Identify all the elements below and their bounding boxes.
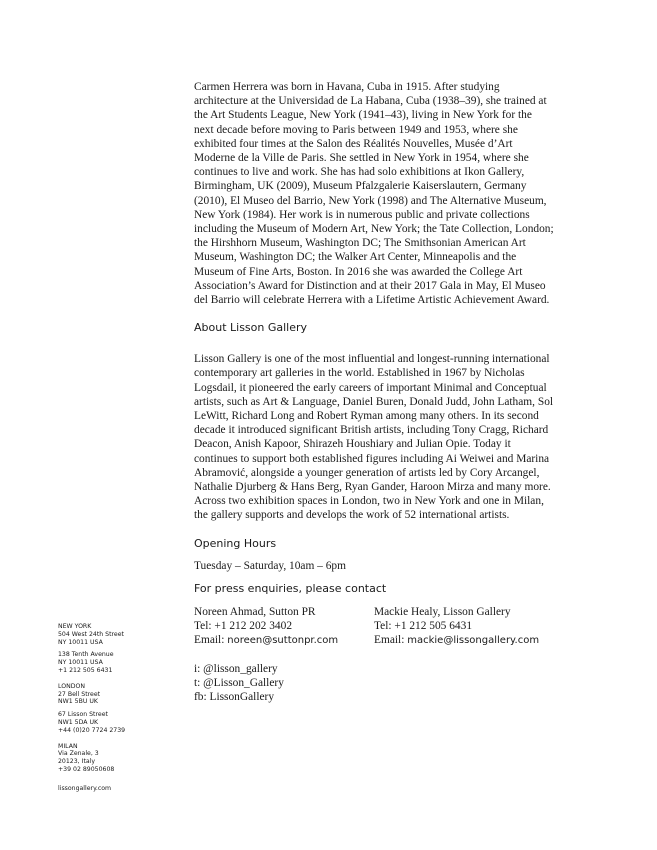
about-heading: About Lisson Gallery: [194, 321, 308, 335]
contact-phone: Tel: +1 212 202 3402: [194, 620, 293, 633]
address-line: 20123, Italy: [58, 758, 96, 766]
contact-email-link[interactable]: noreen@suttonpr.com: [227, 635, 339, 647]
address-line: NW1 5BU UK: [58, 698, 98, 706]
office-phone: +39 02 89050608: [58, 765, 115, 773]
press-contacts: [194, 605, 554, 649]
press-heading: For press enquiries, please contact: [194, 581, 387, 595]
address-line: 67 Lisson Street: [58, 711, 108, 719]
instagram-handle[interactable]: i: @lisson_gallery: [194, 662, 278, 675]
opening-hours-text: Tuesday – Saturday, 10am – 6pm: [194, 559, 346, 572]
contact-name: Noreen Ahmad, Sutton PR: [194, 605, 316, 618]
contact-email-row: [194, 633, 374, 648]
press-release-body: [194, 80, 554, 704]
address-line: NY 10011 USA: [58, 659, 103, 667]
email-label: Email:: [194, 634, 225, 647]
address-line: 138 Tenth Avenue: [58, 651, 114, 659]
contact-email-link[interactable]: mackie@lissongallery.com: [407, 635, 540, 647]
office-title: NEW YORK: [58, 623, 92, 630]
office-new-york: [58, 623, 178, 675]
address-line: NY 10011 USA: [58, 638, 103, 646]
opening-hours-heading: Opening Hours: [194, 536, 277, 550]
office-phone: +44 (0)20 7724 2739: [58, 726, 126, 734]
address-line: Via Zenale, 3: [58, 750, 99, 758]
footer-addresses: [58, 623, 178, 793]
office-phone: +1 212 505 6431: [58, 666, 113, 674]
contact-lisson-gallery: [374, 605, 554, 649]
address-line: 504 West 24th Street: [58, 630, 124, 638]
contact-phone: Tel: +1 212 505 6431: [374, 620, 473, 633]
social-links: [194, 662, 554, 705]
website-link[interactable]: lissongallery.com: [58, 784, 112, 792]
about-text: Lisson Gallery is one of the most influential and longest-running international contemporary art galleries in the world. Established in 1967 by Nicholas Logsdail, it pioneered the early careers of important Minimal and Conceptual artists, such as Art & Language, Daniel Buren, Donald Judd, John Latham, Sol LeWitt, Richard Long and Robert Ryman among many others. In its second decade it introduced significant British artists, including Tony Cragg, Richard Deacon, Anish Kapoor, Shirazeh Houshiary and Julian Opie. Today it continues to support both established figures including Ai Weiwei and Marina Abramović, alongside a younger generation of artists led by Cory Arcangel, Nathalie Djurberg & Hans Berg, Ryan Gander, Haroon Mirza and many more. Across two exhibition spaces in London, two in New York and one in Milan, the gallery supports and develops the work of 52 international artists.: [194, 353, 554, 522]
twitter-handle[interactable]: t: @Lisson_Gallery: [194, 676, 284, 689]
office-london: [58, 683, 178, 735]
artist-biography: Carmen Herrera was born in Havana, Cuba in 1915. After studying architecture at the Universidad de La Habana, Cuba (1938–39), she trained at the Art Students League, New York (1941–43), living in New York for the next decade before moving to Paris between 1949 and 1953, where she exhibited four times at the Salon des Réalités Nouvelles, Musée d’Art Moderne de la Ville de Paris. She settled in New York in 1954, where she continues to live and work. She has had solo exhibitions at Ikon Gallery, Birmingham, UK (2009), Museum Pfalzgalerie Kaiserslautern, Germany (2010), El Museo del Barrio, New York (1998) and The Alternative Museum, New York (1984). Her work is in numerous public and private collections including the Museum of Modern Art, New York; the Tate Collection, London; the Hirshhorn Museum, Washington DC; The Smithsonian American Art Museum, Washington DC; the Walker Art Center, Minneapolis and the Museum of Fine Arts, Boston. In 2016 she was awarded the College Art Association’s Award for Distinction and at their 2017 Gala in May, El Museo del Barrio will celebrate Herrera with a Lifetime Artistic Achievement Award.: [194, 81, 554, 307]
office-milan: [58, 743, 178, 774]
facebook-handle[interactable]: fb: LissonGallery: [194, 690, 275, 703]
office-title: MILAN: [58, 742, 78, 750]
office-title: LONDON: [58, 682, 85, 690]
contact-name: Mackie Healy, Lisson Gallery: [374, 605, 511, 618]
address-line: NW1 5DA UK: [58, 718, 99, 726]
contact-email-row: [374, 633, 554, 648]
address-line: 27 Bell Street: [58, 690, 101, 698]
contact-sutton-pr: [194, 605, 374, 649]
email-label: Email:: [374, 634, 405, 647]
